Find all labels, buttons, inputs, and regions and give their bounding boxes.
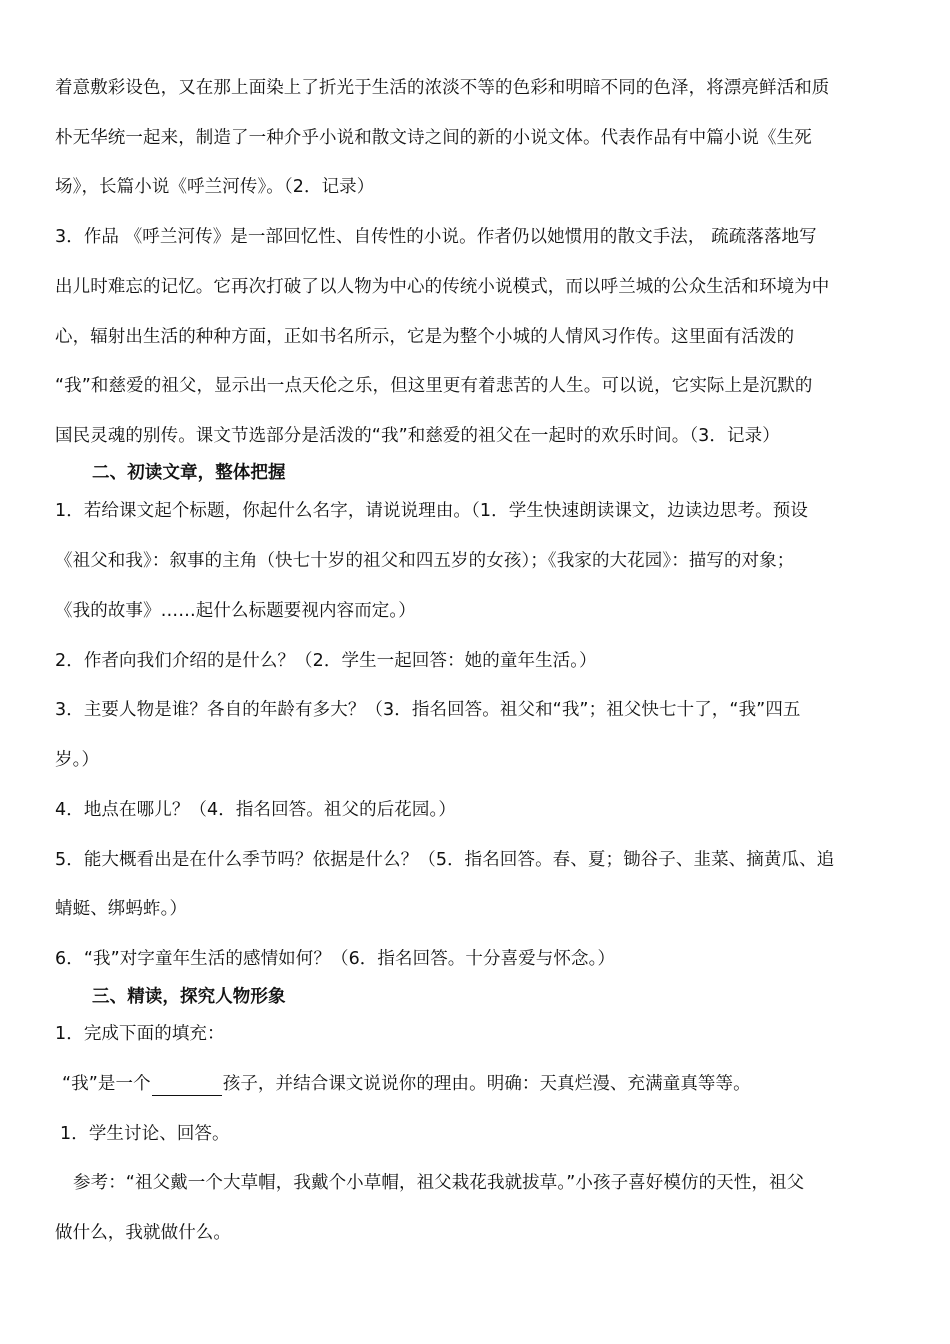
fill-in-suffix: 孩子，并结合课文说说你的理由。明确：天真烂漫、充满童真等等。 xyxy=(222,1074,751,1094)
paragraph-line: 岁。） xyxy=(55,750,100,770)
section-heading: 三、精读，探究人物形象 xyxy=(92,987,286,1007)
fill-in-line xyxy=(62,1072,922,1096)
paragraph-line: 着意敷彩设色，又在那上面染上了折光于生活的浓淡不等的色彩和明暗不同的色泽，将漂亮鲜活和质 xyxy=(55,78,830,98)
paragraph-line: 1．完成下面的填充： xyxy=(55,1024,225,1044)
paragraph-line: 1．若给课文起个标题，你起什么名字，请说说理由。（1．学生快速朗读课文，边读边思考。预设 xyxy=(55,501,808,521)
fill-in-prefix: “我”是一个 xyxy=(62,1074,151,1094)
paragraph-line: 3．主要人物是谁？各自的年龄有多大？（3．指名回答。祖父和“我”；祖父快七十了，“我”四五 xyxy=(55,700,801,720)
paragraph-line: 3．作品 《呼兰河传》是一部回忆性、自传性的小说。作者仍以她惯用的散文手法， 疏疏落落地写 xyxy=(55,227,817,247)
paragraph-line: 《祖父和我》：叙事的主角（快七十岁的祖父和四五岁的女孩）；《我家的大花园》：描写的对象； xyxy=(55,551,795,571)
paragraph-line: 4．地点在哪儿？（4．指名回答。祖父的后花园。） xyxy=(55,800,456,820)
paragraph-line: 心，辐射出生活的种种方面，正如书名所示，它是为整个小城的人情风习作传。这里面有活泼的 xyxy=(55,327,795,347)
paragraph-line: 做什么，我就做什么。 xyxy=(55,1223,231,1243)
paragraph-line: 5．能大概看出是在什么季节吗？依据是什么？（5．指名回答。春、夏；锄谷子、韭菜、摘黄瓜、追 xyxy=(55,850,835,870)
paragraph-line: 6．“我”对字童年生活的感情如何？（6．指名回答。十分喜爱与怀念。） xyxy=(55,949,616,969)
paragraph-line: 2．作者向我们介绍的是什么？（2．学生一起回答：她的童年生活。） xyxy=(55,651,597,671)
paragraph-line: 1．学生讨论、回答。 xyxy=(60,1124,230,1144)
fill-in-blank xyxy=(152,1075,222,1096)
paragraph-line: “我”和慈爱的祖父，显示出一点天伦之乐，但这里更有着悲苦的人生。可以说，它实际上是沉默的 xyxy=(55,376,813,396)
paragraph-line: 朴无华统一起来，制造了一种介乎小说和散文诗之间的新的小说文体。代表作品有中篇小说《生死 xyxy=(55,128,812,148)
paragraph-line: 出儿时难忘的记忆。它再次打破了以人物为中心的传统小说模式，而以呼兰城的公众生活和环境为中 xyxy=(55,277,830,297)
paragraph-line: 《我的故事》……起什么标题要视内容而定。） xyxy=(55,601,416,621)
paragraph-line: 场》，长篇小说《呼兰河传》。（2．记录） xyxy=(55,177,375,197)
section-heading: 二、初读文章，整体把握 xyxy=(92,463,286,483)
paragraph-line: 国民灵魂的别传。课文节选部分是活泼的“我”和慈爱的祖父在一起时的欢乐时间。（3．记录） xyxy=(55,426,780,446)
paragraph-line: 蜻蜓、绑蚂蚱。） xyxy=(55,899,188,919)
paragraph-line: 参考：“祖父戴一个大草帽，我戴个小草帽，祖父栽花我就拔草。”小孩子喜好模仿的天性，祖父 xyxy=(73,1173,805,1193)
